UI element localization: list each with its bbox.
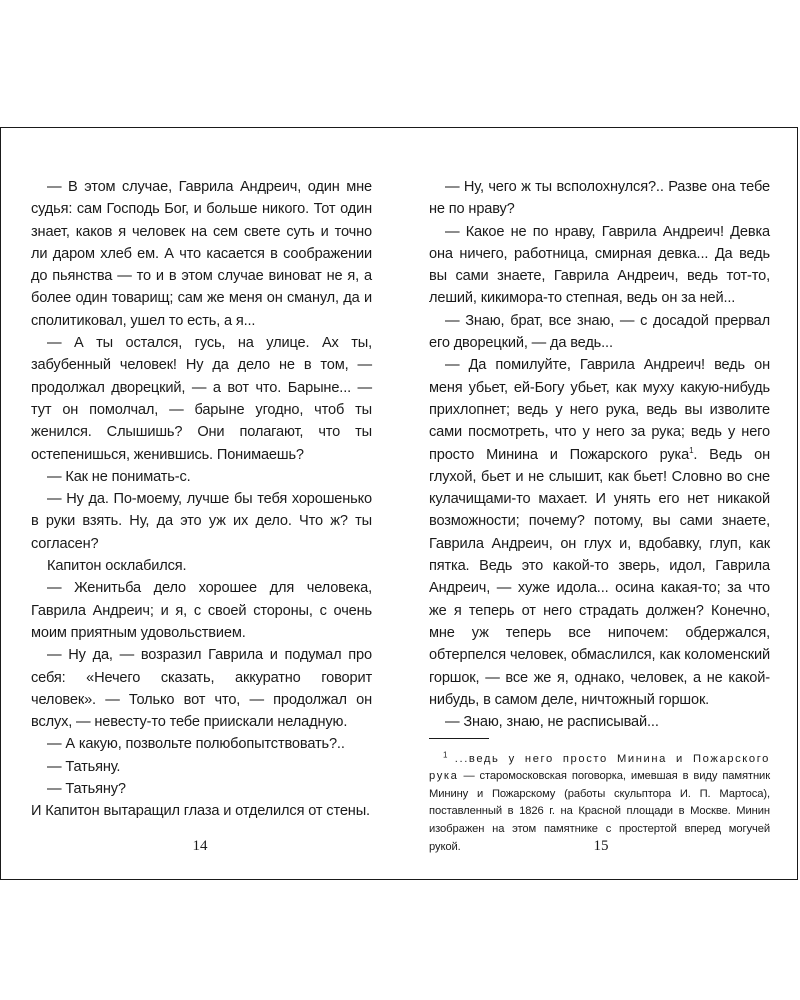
paragraph: — Татьяну. — [47, 758, 121, 775]
footnote-lemma: ...ведь у него просто Минина и Пожарского рука — [429, 752, 770, 783]
paragraph: — Какое не по нраву, Гаврила Андреич! Девка она ничего, работница, смирная девка... Да ведь вы сами знаете, Гаврила Андреич, ведь тот-то, леший, кикимора-то степная, ведь он за ней... — [429, 223, 770, 307]
paragraph: — Ну, чего ж ты всполохнулся?.. Разве она тебе не по нраву? — [429, 179, 770, 218]
left-page — [31, 176, 372, 823]
paragraph: И Капитон вытаращил глаза и отделился от стены. — [31, 803, 370, 820]
book-spread — [0, 127, 798, 880]
footnote-marker[interactable]: 1 — [689, 445, 694, 455]
footnote-number: 1 — [443, 749, 448, 759]
paragraph: — Как не понимать-с. — [47, 468, 191, 485]
paragraph: — Ну да, — возразил Гаврила и подумал про себя: «Нечего сказать, аккуратно говорит человек». — Только вот что, — продолжал он вслух, — невесту-то тебе приискали неладную. — [31, 647, 372, 731]
paragraph-with-note — [429, 354, 770, 711]
footnote-divider — [429, 738, 489, 739]
paragraph-text: . Ведь он — [693, 446, 771, 463]
paragraph: — А какую, позвольте полюбопытствовать?.. — [47, 736, 345, 753]
paragraph: — Татьяну? — [47, 781, 126, 798]
paragraph: — Ну да. По-моему, лучше бы тебя хорошенько в руки взять. Ну, да это уж их дело. Что ж? ты согласен? — [31, 491, 372, 552]
paragraph: — А ты остался, гусь, на улице. Ах ты, забубенный человек! Ну да дело не в том, — продолжал дворецкий, — а вот что. Барыне... — тут он помолчал, — барыне угодно, чтоб ты женился. Слышишь? Они полагают, что ты остепенишься, женившись. Понимаешь? — [31, 335, 372, 463]
paragraph: Капитон осклабился. — [47, 558, 187, 575]
paragraph-text: глухой, бьет и не слышит, как бьет! Словно во сне кулачищами-то махает. И унять его нет никакой возможности; почему? потому, вы сами знаете, Гаврила Андреич, он глух и, вдобавку, глуп, как пятка. Ведь это какой-то зверь, идол, Гаврила Андреич, — хуже идола... осина какая-то; за что же я теперь от него страдать должен? Конечно, мне уж теперь все нипочем: обдержался, обтерпелся человек, обмаслился, как коломенский горшок, — все же я, однако, человек, а не какой-нибудь, в самом деле, ничтожный горшок. — [429, 468, 770, 708]
page-number-left: 14 — [192, 838, 208, 854]
footnote-text: — старомосковская поговорка, имевшая в виду памятник Минину и Пожарскому (работы скульптора И. П. Мартоса), поставленный в 1826 г. на Красной площади в Москве. Минин изображен на этом памятнике с простертой вперед могучей рукой. — [429, 770, 770, 853]
paragraph: — В этом случае, Гаврила Андреич, один мне судья: сам Господь Бог, и больше никого. Тот один знает, каков я человек на сем свете суть и точно ли даром хлеб ем. А что касается в соображении до пьянства — то и в этом случае виноват не я, а более один товарищ; сам же меня он сманул, да и сполитиковал, ушел то есть, а я... — [31, 179, 372, 329]
page-number-right: 15 — [593, 838, 609, 854]
paragraph: — Знаю, знаю, не расписывай... — [445, 714, 659, 731]
right-page — [429, 176, 770, 867]
paragraph-text: — Да помилуйте, Гаврила Андреич! ведь он меня убьет, ей-Богу убьет, как муху какую-нибудь прихлопнет; ведь у него рука, ведь вы изволите сами посмотреть, что у него за рука; ведь у него просто Минина и Пожарского рука — [429, 357, 770, 463]
paragraph: — Знаю, брат, все знаю, — с досадой прервал его дворецкий, — да ведь... — [429, 312, 770, 352]
paragraph: — Женитьба дело хорошее для человека, Гаврила Андреич; и я, с своей стороны, с очень моим приятным удовольствием. — [31, 580, 372, 641]
